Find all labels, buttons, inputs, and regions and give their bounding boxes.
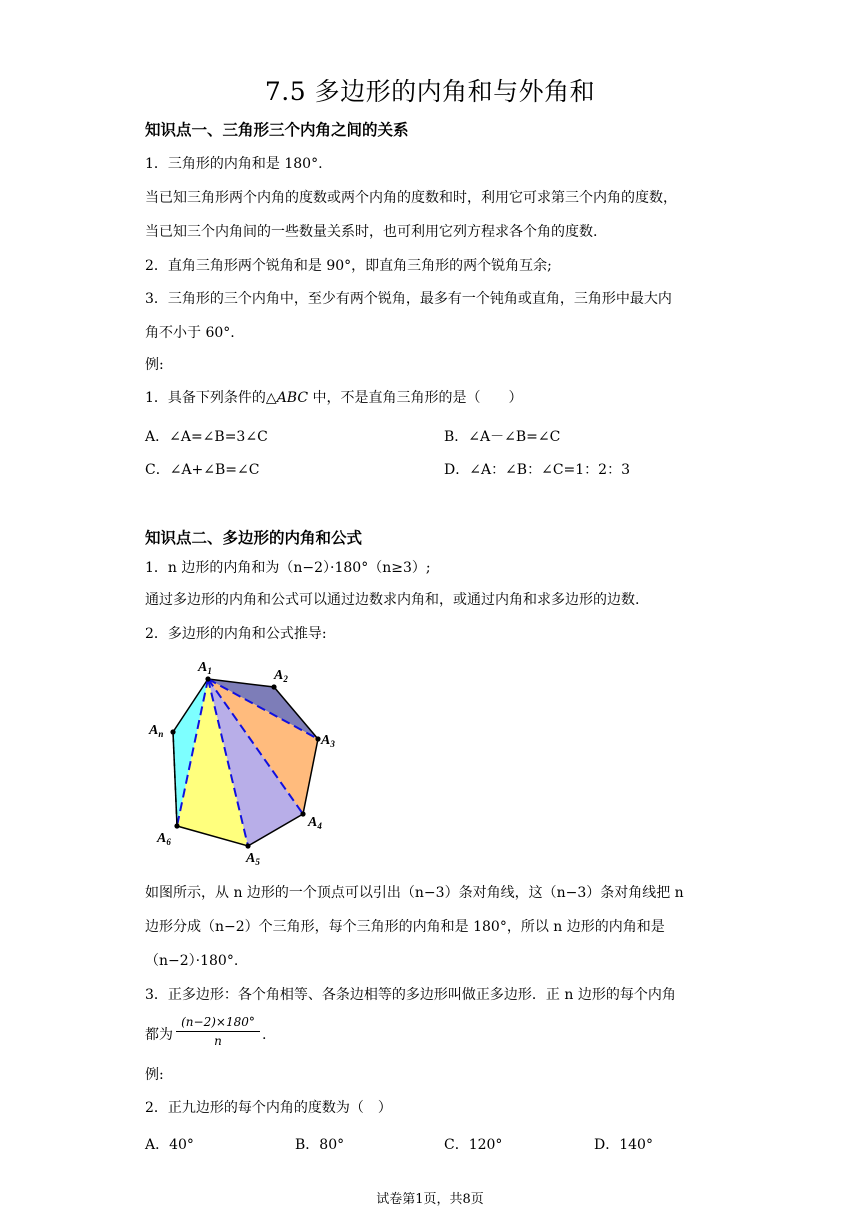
section2-desc1: 如图所示，从 n 边形的一个顶点可以引出（n−3）条对角线，这（n−3）条对角线把 n [145,885,684,901]
label-a4: $A_4$ [308,815,322,831]
section1-line5: 3．三角形的三个内角中，至少有两个锐角，最多有一个钝角或直角，三角形中最大内 [145,291,672,307]
section1-line1: 1．三角形的内角和是 180°. [145,156,323,172]
polygon-diagram [140,655,350,870]
vertex-a3 [315,736,320,741]
q2-option-b: B．80° [295,1137,345,1153]
option-b: B．∠A－∠B=∠C [444,429,561,445]
vertex-a1 [205,676,210,681]
vertex-a5 [245,843,250,848]
question-2: 2．正九边形的每个内角的度数为（ ） [145,1100,392,1116]
vertex-a4 [300,811,305,816]
example-label-1: 例: [145,357,164,373]
section2-line1: 1．n 边形的内角和为（n−2）·180°（n≥3）; [145,560,431,576]
vertex-a2 [271,684,276,689]
option-c: C．∠A+∠B=∠C [145,462,260,478]
option-d: D．∠A：∠B：∠C=1：2：3 [444,462,630,478]
section2-line2: 通过多边形的内角和公式可以通过边数求内角和，或通过内角和求多边形的边数. [145,592,640,608]
page-footer: 试卷第1页，共8页 [376,1192,484,1207]
question-1 [145,391,523,405]
section2-line5-suffix: . [262,1027,267,1043]
section2-desc2: 边形分成（n−2）个三角形，每个三角形的内角和是 180°，所以 n 边形的内角和是 [145,919,665,935]
q2-option-d: D．140° [594,1137,653,1153]
vertex-an [170,729,175,734]
section1-heading: 知识点一、三角形三个内角之间的关系 [145,121,409,139]
section1-line3: 当已知三个内角间的一些数量关系时，也可利用它列方程求各个角的度数. [145,224,598,240]
section1-line2: 当已知三角形两个内角的度数或两个内角的度数和时，利用它可求第三个内角的度数， [145,190,677,206]
example-label-2: 例: [145,1067,164,1083]
vertex-a6 [174,823,179,828]
fraction-denominator: n [214,1034,222,1048]
label-a6: $A_6$ [157,831,171,847]
section1-line4: 2．直角三角形两个锐角和是 90°，即直角三角形的两个锐角互余; [145,258,552,274]
page-title: 7.5 多边形的内角和与外角和 [264,77,596,106]
q2-option-c: C．120° [444,1137,503,1153]
label-an: $A_n$ [149,723,164,739]
fraction-formula [176,1015,260,1048]
section2-heading: 知识点二、多边形的内角和公式 [145,529,363,547]
polygon-regions [173,679,318,846]
question-1-prefix: 1．具备下列条件的 [145,390,266,406]
section2-line5-prefix: 都为 [145,1027,173,1043]
section1-line6: 角不小于 60°. [145,325,235,341]
label-a1: $A_1$ [198,660,212,676]
label-a3: $A_3$ [321,733,335,749]
option-a: A．∠A=∠B=3∠C [145,429,268,445]
question-1-suffix: 中，不是直角三角形的是（ ） [308,390,523,406]
section2-line3: 2．多边形的内角和公式推导: [145,626,327,642]
q2-option-a: A．40° [145,1137,194,1153]
section2-line4: 3．正多边形：各个角相等、各条边相等的多边形叫做正多边形．正 n 边形的每个内角 [145,987,676,1003]
triangle-abc: △ABC [265,390,309,406]
label-a5: $A_5$ [246,851,260,867]
label-a2: $A_2$ [274,668,288,684]
fraction-numerator: (n−2)×180° [176,1015,260,1032]
section2-desc3: （n−2）·180°. [145,953,239,969]
